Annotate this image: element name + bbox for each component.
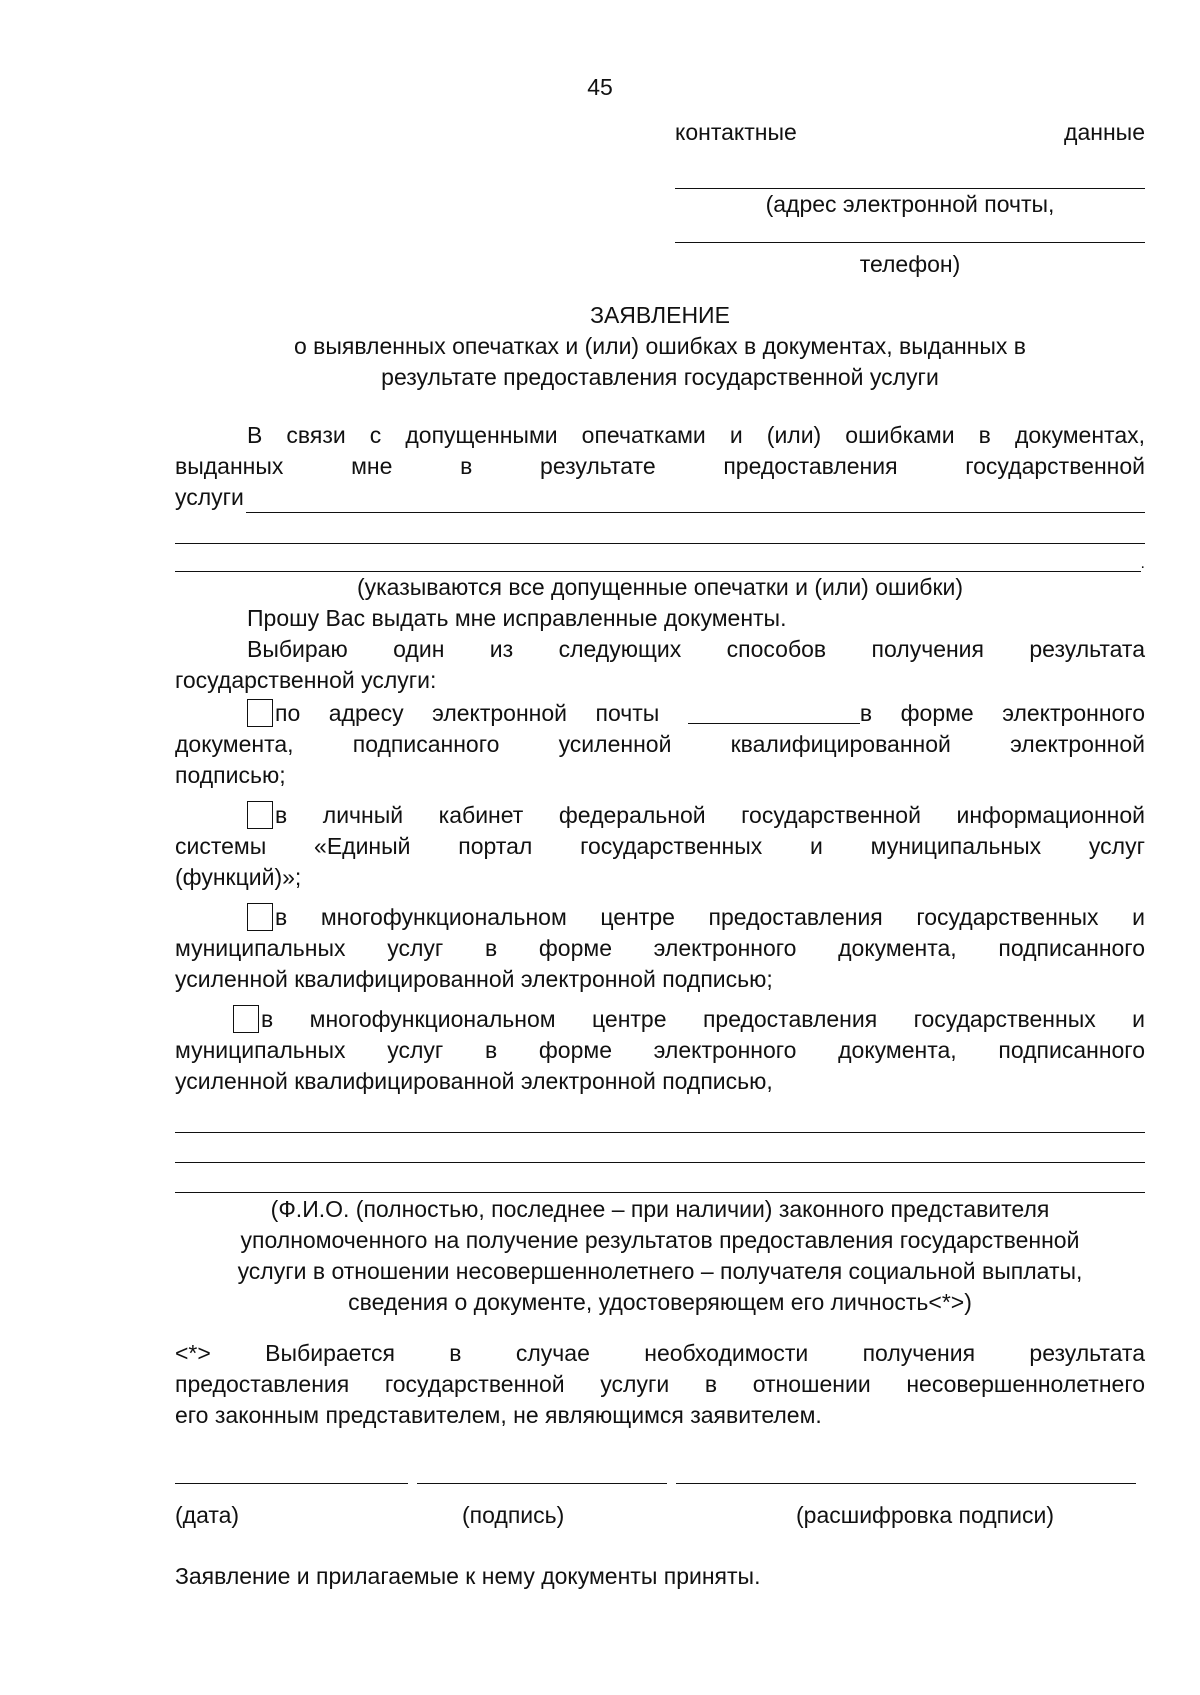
contact-label-right: данные <box>1064 119 1145 145</box>
option-portal <box>175 800 1145 893</box>
option-portal-line-1 <box>175 800 1145 831</box>
option-email-line-3: подписью; <box>175 762 286 788</box>
date-field-line[interactable] <box>175 1483 408 1484</box>
footnote-line-2: предоставления государственной услуги в отношении несовершеннолетнего <box>175 1371 1145 1397</box>
page-number: 45 <box>587 74 613 100</box>
option-email <box>175 698 1145 791</box>
contact-block <box>675 117 1145 280</box>
option-email-checkbox[interactable] <box>247 699 273 727</box>
errors-field-line-1[interactable] <box>246 488 1145 513</box>
statement-line-3-prefix: услуги <box>175 484 244 510</box>
statement-line-2: выданных мне в результате предоставления государственной <box>175 453 1145 479</box>
document-heading: ЗАЯВЛЕНИЕ <box>590 302 730 328</box>
email-hint: (адрес электронной почты, <box>765 191 1055 217</box>
footnote <box>175 1338 1145 1431</box>
signature-decode-label: (расшифровка подписи) <box>796 1502 1054 1528</box>
signature-label: (подпись) <box>462 1502 565 1528</box>
representative-hint-line-3: услуги в отношении несовершеннолетнего – получателя социальной выплаты, <box>237 1258 1083 1284</box>
representative-hint-line-4: сведения о документе, удостоверяющем его личность<*>) <box>348 1289 972 1315</box>
representative-hint <box>175 1194 1145 1318</box>
option-email-line-2: документа, подписанного усиленной квалифицированной электронной <box>175 731 1145 757</box>
option-portal-line-1-text: в личный кабинет федеральной государственной информационной <box>275 802 1145 828</box>
option-portal-line-2: системы «Единый портал государственных и муниципальных услуг <box>175 833 1145 859</box>
errors-field-line-2[interactable] <box>175 519 1145 544</box>
option-portal-line-3: (функций)»; <box>175 864 302 890</box>
option-mfc-2-checkbox[interactable] <box>233 1005 259 1033</box>
date-label: (дата) <box>175 1502 240 1528</box>
option-email-address-field[interactable] <box>688 701 860 724</box>
option-mfc-1-checkbox[interactable] <box>247 903 273 931</box>
option-email-line-1 <box>175 698 1145 729</box>
signature-field-line[interactable] <box>417 1483 667 1484</box>
option-mfc-2-line-1-text: в многофункциональном центре предоставления государственных и <box>261 1006 1145 1032</box>
representative-field-line-3[interactable] <box>175 1192 1145 1193</box>
option-mfc-1-line-3: усиленной квалифицированной электронной подписью; <box>175 966 773 992</box>
errors-field-row-1 <box>175 482 1145 513</box>
errors-field-row-2 <box>175 513 1145 544</box>
representative-field-line-2[interactable] <box>175 1162 1145 1163</box>
option-mfc-1 <box>175 902 1145 995</box>
option-mfc-2 <box>175 1004 1145 1097</box>
footnote-line-3: его законным представителем, не являющимся заявителем. <box>175 1402 822 1428</box>
choose-line-2: государственной услуги: <box>175 667 437 693</box>
statement-block <box>175 420 1145 696</box>
representative-field-line-1[interactable] <box>175 1132 1145 1133</box>
contact-label-row <box>675 117 1145 148</box>
option-mfc-2-line-1 <box>175 1004 1145 1035</box>
document-subtitle-line-2: результате предоставления государственной услуги <box>381 364 939 390</box>
document-title-block <box>175 300 1145 393</box>
option-mfc-2-line-3: усиленной квалифицированной электронной подписью, <box>175 1068 773 1094</box>
option-email-suffix: в форме электронного <box>859 700 1145 726</box>
contact-label-left: контактные <box>675 119 797 145</box>
representative-hint-line-2: уполномоченного на получение результатов предоставления государственной <box>240 1227 1080 1253</box>
representative-hint-line-1: (Ф.И.О. (полностью, последнее – при наличии) законного представителя <box>270 1196 1050 1222</box>
option-portal-checkbox[interactable] <box>247 801 273 829</box>
errors-field-line-3[interactable] <box>175 547 1141 572</box>
errors-hint: (указываются все допущенные опечатки и (или) ошибки) <box>356 574 964 600</box>
statement-line-1: В связи с допущенными опечатками и (или) ошибками в документах, <box>247 422 1145 448</box>
choose-line-1: Выбираю один из следующих способов получения результата <box>247 636 1145 662</box>
document-subtitle-line-1: о выявленных опечатках и (или) ошибках в документах, выданных в <box>293 333 1027 359</box>
option-mfc-2-line-2: муниципальных услуг в форме электронного документа, подписанного <box>175 1037 1145 1063</box>
footnote-line-1: <*> Выбирается в случае необходимости получения результата <box>175 1340 1145 1366</box>
errors-field-end-mark: . <box>1140 555 1145 572</box>
option-email-prefix: по адресу электронной почты <box>275 700 660 726</box>
signature-decode-field-line[interactable] <box>676 1483 1136 1484</box>
errors-field-row-3 <box>175 544 1145 572</box>
option-mfc-1-line-1-text: в многофункциональном центре предоставления государственных и <box>275 904 1145 930</box>
request-text: Прошу Вас выдать мне исправленные документы. <box>247 605 787 631</box>
option-mfc-1-line-1 <box>175 902 1145 933</box>
accepted-text: Заявление и прилагаемые к нему документы приняты. <box>175 1563 761 1589</box>
phone-field-line[interactable] <box>675 220 1145 243</box>
phone-hint: телефон) <box>859 251 961 277</box>
email-field-line[interactable] <box>675 148 1145 189</box>
option-mfc-1-line-2: муниципальных услуг в форме электронного документа, подписанного <box>175 935 1145 961</box>
